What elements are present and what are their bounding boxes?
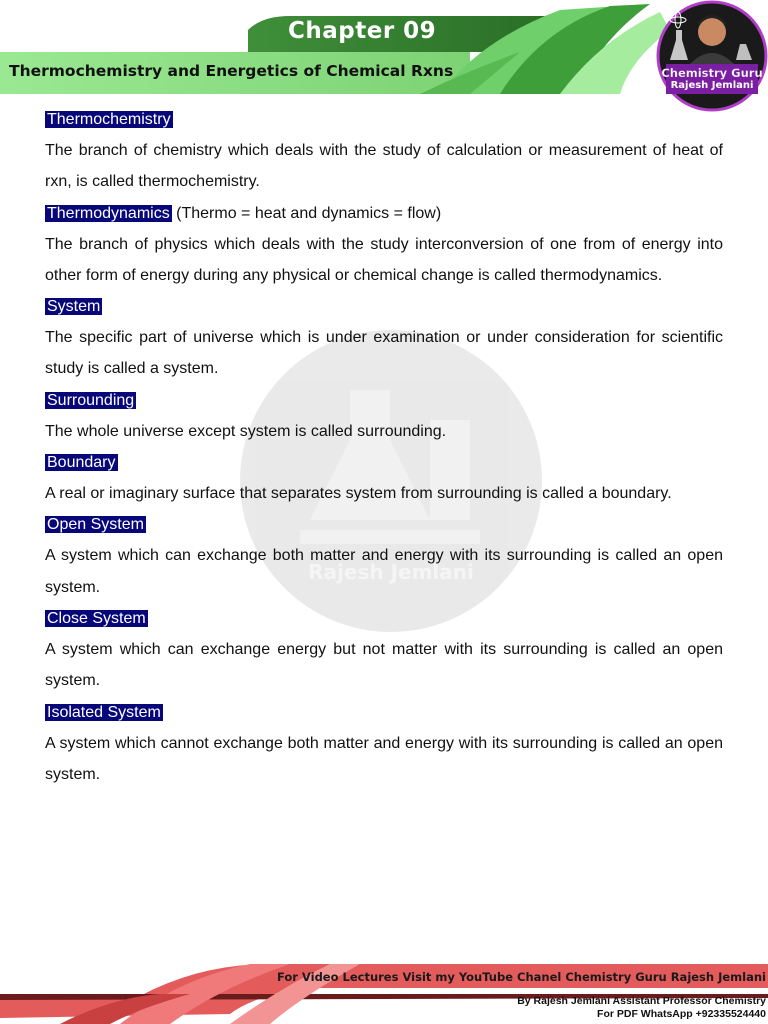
section-isolated-system <box>45 697 723 791</box>
section-surrounding <box>45 385 723 447</box>
term-heading: Open System <box>47 516 144 534</box>
term-definition: The branch of chemistry which deals with the study of calculation or measurement of heat of rxn, is called thermochemistry. <box>45 142 723 191</box>
footer-author-line1: By Rajesh Jemlani Assistant Professor Chemistry <box>517 995 766 1007</box>
footer-author-line2: For PDF WhatsApp +92335524440 <box>597 1008 766 1020</box>
term-definition: The whole universe except system is called surrounding. <box>45 422 447 440</box>
page-header <box>0 0 768 100</box>
section-open-system <box>45 509 723 603</box>
term-heading: System <box>47 298 101 316</box>
term-heading: Boundary <box>47 454 116 472</box>
term-definition: A real or imaginary surface that separates system from surrounding is called a boundary. <box>45 485 672 503</box>
term-definition: The branch of physics which deals with the study interconversion of one from of energy into other form of energy during any physical or chemical change is called thermodynamics. <box>45 235 723 284</box>
logo-badge-icon <box>656 0 768 112</box>
section-thermodynamics <box>45 198 723 292</box>
channel-logo <box>656 0 768 112</box>
term-note: (Thermo = heat and dynamics = flow) <box>171 204 442 222</box>
footer-video-note: For Video Lectures Visit my YouTube Chanel Chemistry Guru Rajesh Jemlani <box>276 970 766 984</box>
chapter-title: Chapter 09 <box>288 18 437 44</box>
term-heading: Close System <box>47 609 146 627</box>
logo-name: Chemistry Guru <box>661 66 763 80</box>
footer-author <box>517 995 766 1021</box>
term-definition: The specific part of universe which is under examination or under consideration for scientific study is called a system. <box>45 329 723 378</box>
term-heading: Isolated System <box>47 703 161 721</box>
section-close-system <box>45 603 723 697</box>
watermark-text: Rajesh Jemlani <box>308 560 474 584</box>
term-definition: A system which can exchange energy but not matter with its surrounding is called an open system. <box>45 640 723 690</box>
term-heading: Thermochemistry <box>47 111 171 128</box>
term-heading: Surrounding <box>47 391 135 409</box>
term-definition: A system which cannot exchange both matter and energy with its surrounding is called an open system. <box>45 734 723 783</box>
term-heading: Thermodynamics <box>47 204 170 222</box>
section-thermochemistry <box>45 104 723 198</box>
page-footer <box>0 958 768 1024</box>
header-banner-graphic <box>0 0 768 100</box>
logo-author: Rajesh Jemlani <box>670 80 754 91</box>
section-boundary <box>45 447 723 509</box>
section-system <box>45 291 723 385</box>
content <box>45 104 723 790</box>
term-definition: A system which can exchange both matter and energy with its surrounding is called an open system. <box>45 547 723 596</box>
subject-title: Thermochemistry and Energetics of Chemical Rxns <box>9 62 454 80</box>
